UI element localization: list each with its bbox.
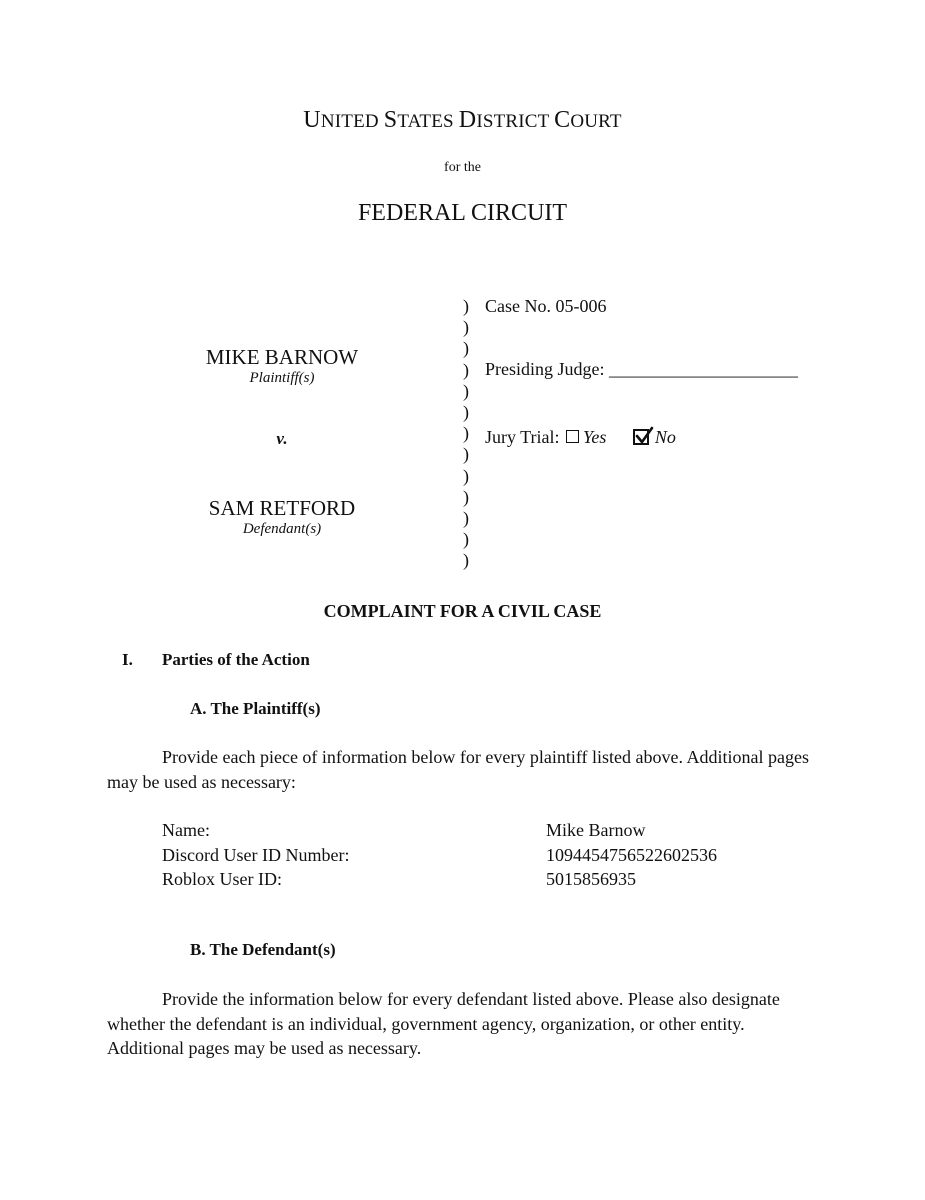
- paren: ): [463, 380, 469, 401]
- checkmark-icon: [634, 426, 654, 446]
- court-title-rest-4: OURT: [570, 111, 622, 132]
- defendant-instructions: [107, 987, 837, 1061]
- court-title-cap-4: C: [554, 107, 571, 133]
- presiding-judge-blank: _____________________: [609, 359, 798, 379]
- versus-text: v.: [276, 429, 288, 448]
- court-title-cap-1: U: [303, 107, 321, 133]
- paren: ): [463, 359, 469, 380]
- checkbox-checked-icon: [633, 429, 649, 445]
- court-title-rest-3: ISTRICT: [476, 111, 555, 132]
- paragraph-line: may be used as necessary:: [107, 771, 296, 792]
- case-number: Case No. 05-006: [485, 296, 607, 316]
- section-title: Parties of the Action: [162, 650, 310, 669]
- complaint-title: COMPLAINT FOR A CIVIL CASE: [323, 601, 602, 621]
- presiding-judge: [485, 359, 798, 380]
- plaintiff-info-table: [162, 818, 717, 892]
- info-label: Name:: [162, 820, 210, 840]
- paren: ): [463, 402, 469, 423]
- jury-trial: [485, 427, 676, 448]
- jury-yes-option: Yes: [583, 427, 607, 447]
- caption-divider: [463, 296, 469, 572]
- info-row: [162, 867, 717, 892]
- paren: ): [463, 296, 469, 316]
- for-the-text: for the: [444, 160, 481, 175]
- paragraph-line: Additional pages may be used as necessary.: [107, 1038, 422, 1058]
- info-value: Mike Barnow: [546, 820, 646, 840]
- paragraph-line: Provide the information below for every defendant listed above. Please also designate: [162, 989, 780, 1009]
- paragraph-line: Provide each piece of information below for every plaintiff listed above. Additional pages: [162, 747, 809, 767]
- defendant-name: SAM RETFORD: [208, 496, 356, 520]
- jury-trial-label: Jury Trial:: [485, 427, 560, 447]
- subsection-defendant-heading: B. The Defendant(s): [190, 940, 336, 959]
- paren: ): [463, 508, 469, 529]
- paren: ): [463, 338, 469, 359]
- info-row: [162, 818, 717, 843]
- paren: ): [463, 486, 469, 507]
- checkbox-unchecked-icon: [566, 430, 579, 443]
- info-label: Discord User ID Number:: [162, 844, 350, 865]
- plaintiff-instructions: [107, 745, 837, 794]
- paren: ): [463, 465, 469, 486]
- defendant-role: Defendant(s): [242, 521, 322, 537]
- court-title-rest-1: NITED: [320, 111, 384, 132]
- info-value: 5015856935: [546, 869, 636, 889]
- court-title-cap-2: S: [383, 107, 398, 133]
- jury-no-option: No: [654, 427, 676, 447]
- section-number: I.: [122, 650, 133, 669]
- paren: ): [463, 444, 469, 465]
- plaintiff-name: MIKE BARNOW: [205, 345, 359, 369]
- presiding-judge-label: Presiding Judge:: [485, 359, 605, 379]
- court-title: [0, 107, 925, 134]
- circuit-name: FEDERAL CIRCUIT: [357, 200, 568, 226]
- info-value: 1094454756522602536: [546, 844, 717, 865]
- info-label: Roblox User ID:: [162, 869, 282, 889]
- subsection-plaintiff-heading: A. The Plaintiff(s): [190, 699, 321, 718]
- court-title-rest-2: TATES: [397, 111, 459, 132]
- paren: ): [463, 529, 469, 550]
- court-title-cap-3: D: [458, 107, 477, 133]
- plaintiff-role: Plaintiff(s): [249, 370, 315, 386]
- paren: ): [463, 317, 469, 338]
- paren: ): [463, 550, 469, 571]
- paragraph-line: whether the defendant is an individual, government agency, organization, or other entity.: [107, 1013, 745, 1034]
- info-row: [162, 843, 717, 868]
- paren: ): [463, 423, 469, 444]
